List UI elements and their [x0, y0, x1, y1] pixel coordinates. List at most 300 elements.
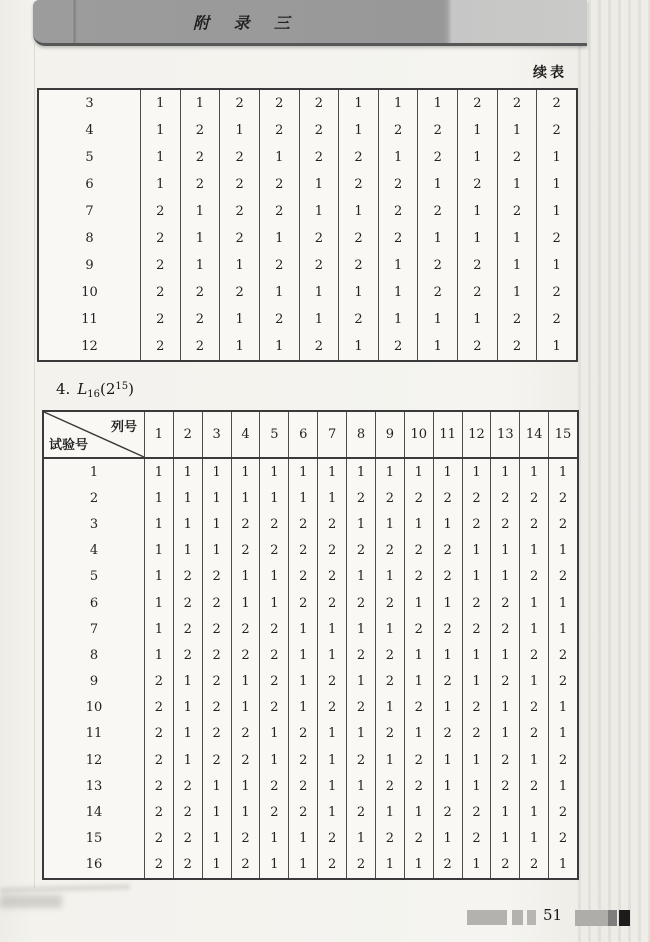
table-cell: 2	[202, 669, 231, 695]
table-cell: 2	[457, 279, 497, 306]
column-headers	[144, 412, 577, 457]
row-label: 7	[89, 621, 99, 637]
table-cell: 1	[259, 590, 288, 616]
table-cell: 1	[144, 564, 173, 590]
table-row	[44, 669, 577, 695]
row-label: 11	[85, 726, 103, 742]
table-cell: 2	[378, 198, 418, 225]
table-cell: 1	[378, 306, 418, 333]
table-cell: 2	[462, 695, 491, 721]
row-values	[144, 669, 577, 695]
table-cell: 2	[180, 306, 220, 333]
table-row	[39, 333, 576, 360]
table-cell: 2	[180, 171, 220, 198]
table-cell: 1	[338, 90, 378, 117]
table-cell: 1	[548, 852, 577, 878]
table-cell: 2	[259, 252, 299, 279]
table-cell: 1	[202, 485, 231, 511]
table-cell: 2	[536, 117, 576, 144]
column-header: 2	[173, 412, 202, 457]
row-values	[144, 590, 577, 616]
table-cell: 2	[317, 695, 346, 721]
table-cell: 2	[404, 773, 433, 799]
column-header: 6	[288, 412, 317, 457]
table-cell: 2	[259, 90, 299, 117]
table-cell: 1	[317, 799, 346, 825]
row-values	[144, 747, 577, 773]
table-cell: 2	[375, 669, 404, 695]
table-cell: 1	[219, 306, 259, 333]
table-cell: 2	[490, 747, 519, 773]
section-number: 4.	[56, 380, 71, 398]
row-values	[144, 799, 577, 825]
table-cell: 2	[375, 485, 404, 511]
table-cell: 2	[144, 747, 173, 773]
table-cell: 2	[259, 669, 288, 695]
table-cell: 2	[299, 225, 339, 252]
array-superscript: 15	[115, 381, 129, 392]
table-cell: 1	[490, 695, 519, 721]
table-cell: 2	[417, 279, 457, 306]
table-cell: 2	[490, 852, 519, 878]
table-cell: 2	[462, 616, 491, 642]
table-cell: 2	[497, 306, 537, 333]
table-cell: 1	[346, 826, 375, 852]
table-cell: 1	[231, 773, 260, 799]
table-cell: 2	[219, 225, 259, 252]
table-cell: 1	[404, 721, 433, 747]
table-cell: 1	[259, 721, 288, 747]
table-cell: 1	[317, 773, 346, 799]
table-cell: 1	[231, 590, 260, 616]
table-cell: 2	[219, 279, 259, 306]
row-values	[140, 225, 576, 252]
table-cell: 1	[433, 642, 462, 668]
table-cell: 2	[219, 171, 259, 198]
corner-cell	[44, 412, 144, 457]
table-cell: 2	[144, 669, 173, 695]
table-l12-continued	[37, 88, 578, 362]
row-label: 12	[85, 752, 103, 768]
column-header: 14	[519, 412, 548, 457]
table-cell: 2	[259, 538, 288, 564]
row-label: 10	[81, 285, 98, 300]
table-cell: 2	[259, 511, 288, 537]
table-cell: 2	[548, 669, 577, 695]
table-cell: 1	[519, 459, 548, 485]
table-cell: 1	[462, 669, 491, 695]
row-label: 10	[85, 700, 103, 716]
table-cell: 1	[231, 564, 260, 590]
table-cell: 2	[317, 826, 346, 852]
row-label: 6	[85, 177, 94, 192]
table-cell: 1	[317, 459, 346, 485]
table-cell: 2	[404, 747, 433, 773]
row-values	[140, 90, 576, 117]
table-cell: 2	[140, 198, 180, 225]
table-cell: 1	[173, 695, 202, 721]
row-values	[140, 279, 576, 306]
table-cell: 1	[375, 511, 404, 537]
table-cell: 2	[173, 826, 202, 852]
table-row	[44, 564, 577, 590]
table-cell: 2	[375, 773, 404, 799]
table-cell: 2	[536, 279, 576, 306]
table-cell: 2	[462, 799, 491, 825]
table-cell: 2	[519, 564, 548, 590]
table-cell: 1	[346, 721, 375, 747]
page-number: 51	[543, 906, 563, 924]
table-cell: 2	[288, 564, 317, 590]
table-cell: 1	[219, 117, 259, 144]
table-cell: 2	[417, 252, 457, 279]
table-cell: 2	[317, 669, 346, 695]
row-values	[140, 171, 576, 198]
table-cell: 1	[173, 669, 202, 695]
table-cell: 2	[299, 252, 339, 279]
table-cell: 2	[140, 279, 180, 306]
table-cell: 2	[536, 90, 576, 117]
table-cell: 2	[433, 564, 462, 590]
corner-label-trials: 试验号	[49, 437, 89, 452]
table-cell: 1	[519, 669, 548, 695]
table-cell: 1	[288, 459, 317, 485]
table-cell: 2	[219, 198, 259, 225]
table-cell: 2	[140, 225, 180, 252]
table-cell: 2	[519, 773, 548, 799]
table-cell: 1	[259, 485, 288, 511]
table-cell: 2	[317, 590, 346, 616]
table-cell: 2	[548, 747, 577, 773]
table-cell: 1	[202, 538, 231, 564]
table-row	[44, 799, 577, 825]
row-values	[140, 117, 576, 144]
table-cell: 1	[497, 279, 537, 306]
table-cell: 2	[259, 616, 288, 642]
table-cell: 1	[375, 747, 404, 773]
table-cell: 1	[462, 642, 491, 668]
column-header: 1	[144, 412, 173, 457]
table-cell: 2	[299, 90, 339, 117]
table-cell: 2	[433, 852, 462, 878]
table-cell: 2	[433, 721, 462, 747]
table-cell: 2	[231, 721, 260, 747]
table-cell: 2	[338, 225, 378, 252]
table-cell: 1	[457, 198, 497, 225]
table-cell: 1	[346, 511, 375, 537]
table-cell: 2	[231, 747, 260, 773]
table-cell: 2	[288, 721, 317, 747]
table-cell: 2	[173, 642, 202, 668]
table-cell: 1	[144, 590, 173, 616]
column-header: 10	[404, 412, 433, 457]
table-cell: 1	[338, 333, 378, 360]
row-label: 9	[89, 674, 99, 690]
table-cell: 2	[346, 695, 375, 721]
table-cell: 1	[259, 852, 288, 878]
table-cell: 1	[317, 642, 346, 668]
table-cell: 1	[490, 459, 519, 485]
table-cell: 1	[259, 279, 299, 306]
table-row	[44, 695, 577, 721]
table-cell: 2	[259, 642, 288, 668]
table-cell: 1	[462, 747, 491, 773]
row-label: 12	[81, 339, 98, 354]
table-row	[39, 279, 576, 306]
table-cell: 1	[202, 773, 231, 799]
table-cell: 2	[497, 144, 537, 171]
table-cell: 1	[288, 616, 317, 642]
table-cell: 1	[548, 773, 577, 799]
table-cell: 1	[231, 485, 260, 511]
table-cell: 1	[404, 642, 433, 668]
table-cell: 1	[490, 538, 519, 564]
table-cell: 1	[404, 511, 433, 537]
table-cell: 2	[180, 144, 220, 171]
table-cell: 2	[231, 511, 260, 537]
table-cell: 1	[519, 826, 548, 852]
table-row	[39, 90, 576, 117]
table-cell: 1	[375, 564, 404, 590]
table-cell: 1	[144, 538, 173, 564]
table-cell: 1	[299, 171, 339, 198]
table-cell: 2	[375, 538, 404, 564]
table-cell: 1	[404, 459, 433, 485]
table-cell: 2	[375, 721, 404, 747]
table-row	[39, 117, 576, 144]
table-cell: 1	[462, 538, 491, 564]
table-cell: 2	[317, 511, 346, 537]
table-cell: 2	[536, 225, 576, 252]
table-cell: 1	[317, 616, 346, 642]
table-cell: 2	[173, 616, 202, 642]
table-cell: 1	[497, 225, 537, 252]
table-cell: 2	[173, 852, 202, 878]
table-cell: 2	[346, 642, 375, 668]
table-cell: 1	[259, 826, 288, 852]
table-cell: 2	[144, 826, 173, 852]
table-cell: 2	[548, 511, 577, 537]
table-cell: 1	[144, 642, 173, 668]
row-label: 2	[89, 490, 99, 506]
table-cell: 2	[144, 773, 173, 799]
table-cell: 2	[231, 826, 260, 852]
row-label: 13	[85, 778, 103, 794]
table-cell: 2	[288, 590, 317, 616]
table-cell: 1	[375, 799, 404, 825]
table-cell: 1	[497, 252, 537, 279]
table-cell: 1	[259, 225, 299, 252]
table-cell: 2	[519, 511, 548, 537]
table-cell: 2	[338, 144, 378, 171]
table-cell: 1	[259, 333, 299, 360]
table-cell: 1	[417, 90, 457, 117]
table-cell: 1	[346, 669, 375, 695]
column-header: 8	[346, 412, 375, 457]
table-cell: 1	[490, 721, 519, 747]
table-l16	[42, 410, 579, 880]
table-row	[44, 721, 577, 747]
section-heading	[56, 380, 134, 400]
table-row	[39, 171, 576, 198]
table-cell: 1	[462, 564, 491, 590]
row-label: 3	[89, 516, 99, 532]
table-cell: 2	[548, 485, 577, 511]
table-cell: 1	[417, 306, 457, 333]
table-cell: 1	[433, 459, 462, 485]
table-cell: 1	[140, 117, 180, 144]
table-row	[39, 144, 576, 171]
table-cell: 1	[404, 669, 433, 695]
table-cell: 1	[219, 252, 259, 279]
table-row	[44, 485, 577, 511]
table-cell: 1	[338, 279, 378, 306]
table-cell: 2	[259, 171, 299, 198]
table-row	[44, 826, 577, 852]
table-cell: 2	[317, 538, 346, 564]
table-cell: 1	[288, 695, 317, 721]
table-cell: 2	[144, 852, 173, 878]
table-cell: 2	[490, 773, 519, 799]
column-header: 15	[548, 412, 577, 457]
table-cell: 2	[404, 564, 433, 590]
table-cell: 1	[433, 773, 462, 799]
table-cell: 1	[299, 279, 339, 306]
table-cell: 1	[231, 459, 260, 485]
table-cell: 1	[202, 459, 231, 485]
table-cell: 1	[417, 171, 457, 198]
table-cell: 1	[548, 695, 577, 721]
table-cell: 2	[519, 485, 548, 511]
row-label: 4	[85, 123, 94, 138]
continued-label: 续表	[533, 64, 567, 80]
table-cell: 1	[231, 695, 260, 721]
table-cell: 2	[404, 485, 433, 511]
table-row	[44, 852, 577, 878]
row-label: 5	[89, 569, 99, 585]
table-cell: 2	[202, 721, 231, 747]
table-cell: 1	[180, 198, 220, 225]
table-cell: 2	[417, 144, 457, 171]
table-cell: 1	[173, 485, 202, 511]
table-row	[44, 459, 577, 485]
table-cell: 2	[433, 669, 462, 695]
table-header-row	[44, 412, 577, 459]
table-cell: 1	[490, 642, 519, 668]
column-header: 7	[317, 412, 346, 457]
column-header: 5	[259, 412, 288, 457]
table-cell: 2	[457, 252, 497, 279]
table-cell: 1	[497, 117, 537, 144]
table-cell: 1	[288, 485, 317, 511]
table-cell: 2	[259, 198, 299, 225]
pencil-smudge	[0, 895, 62, 908]
table-cell: 2	[490, 590, 519, 616]
table-cell: 1	[457, 144, 497, 171]
table-cell: 2	[497, 90, 537, 117]
table-cell: 2	[490, 669, 519, 695]
table-cell: 1	[173, 747, 202, 773]
table-row	[44, 616, 577, 642]
table-cell: 1	[173, 511, 202, 537]
column-header: 13	[490, 412, 519, 457]
table-cell: 2	[404, 616, 433, 642]
table-cell: 1	[433, 511, 462, 537]
table-cell: 1	[346, 773, 375, 799]
table-cell: 2	[497, 198, 537, 225]
table-cell: 1	[219, 333, 259, 360]
table-cell: 2	[288, 747, 317, 773]
row-values	[144, 459, 577, 485]
table-cell: 2	[548, 799, 577, 825]
table-cell: 2	[259, 695, 288, 721]
table-cell: 2	[548, 564, 577, 590]
page-title: 附 录 三	[193, 15, 300, 32]
table-cell: 1	[548, 721, 577, 747]
table-cell: 2	[536, 306, 576, 333]
table-cell: 1	[417, 225, 457, 252]
table-cell: 2	[490, 616, 519, 642]
table-cell: 1	[404, 852, 433, 878]
table-cell: 1	[299, 306, 339, 333]
row-label: 14	[85, 805, 103, 821]
table-cell: 1	[378, 144, 418, 171]
column-header: 11	[433, 412, 462, 457]
table-cell: 2	[462, 485, 491, 511]
table-cell: 2	[259, 799, 288, 825]
table-cell: 2	[288, 538, 317, 564]
table-cell: 1	[548, 616, 577, 642]
table-cell: 2	[490, 511, 519, 537]
table-cell: 1	[288, 826, 317, 852]
table-cell: 1	[519, 747, 548, 773]
table-cell: 2	[317, 852, 346, 878]
row-label: 9	[85, 258, 94, 273]
table-cell: 2	[231, 642, 260, 668]
table-cell: 1	[490, 799, 519, 825]
table-cell: 2	[144, 695, 173, 721]
table-cell: 1	[536, 171, 576, 198]
table-row	[39, 198, 576, 225]
table-cell: 1	[144, 485, 173, 511]
table-cell: 2	[173, 590, 202, 616]
table-cell: 1	[548, 590, 577, 616]
table-cell: 2	[338, 306, 378, 333]
table-cell: 2	[180, 333, 220, 360]
table-cell: 1	[378, 252, 418, 279]
table-cell: 1	[536, 144, 576, 171]
table-row	[44, 538, 577, 564]
table-cell: 1	[231, 669, 260, 695]
table-cell: 1	[202, 852, 231, 878]
table-cell: 1	[375, 695, 404, 721]
table-row	[44, 642, 577, 668]
table-cell: 1	[202, 826, 231, 852]
table-cell: 1	[519, 590, 548, 616]
table-cell: 2	[173, 773, 202, 799]
table-cell: 1	[519, 799, 548, 825]
table-cell: 1	[144, 459, 173, 485]
table-cell: 2	[519, 852, 548, 878]
row-label: 5	[85, 150, 94, 165]
table-cell: 2	[259, 773, 288, 799]
table-cell: 2	[375, 826, 404, 852]
table-cell: 1	[140, 171, 180, 198]
table-cell: 2	[140, 252, 180, 279]
table-cell: 2	[404, 695, 433, 721]
table-cell: 1	[180, 225, 220, 252]
table-cell: 1	[299, 198, 339, 225]
